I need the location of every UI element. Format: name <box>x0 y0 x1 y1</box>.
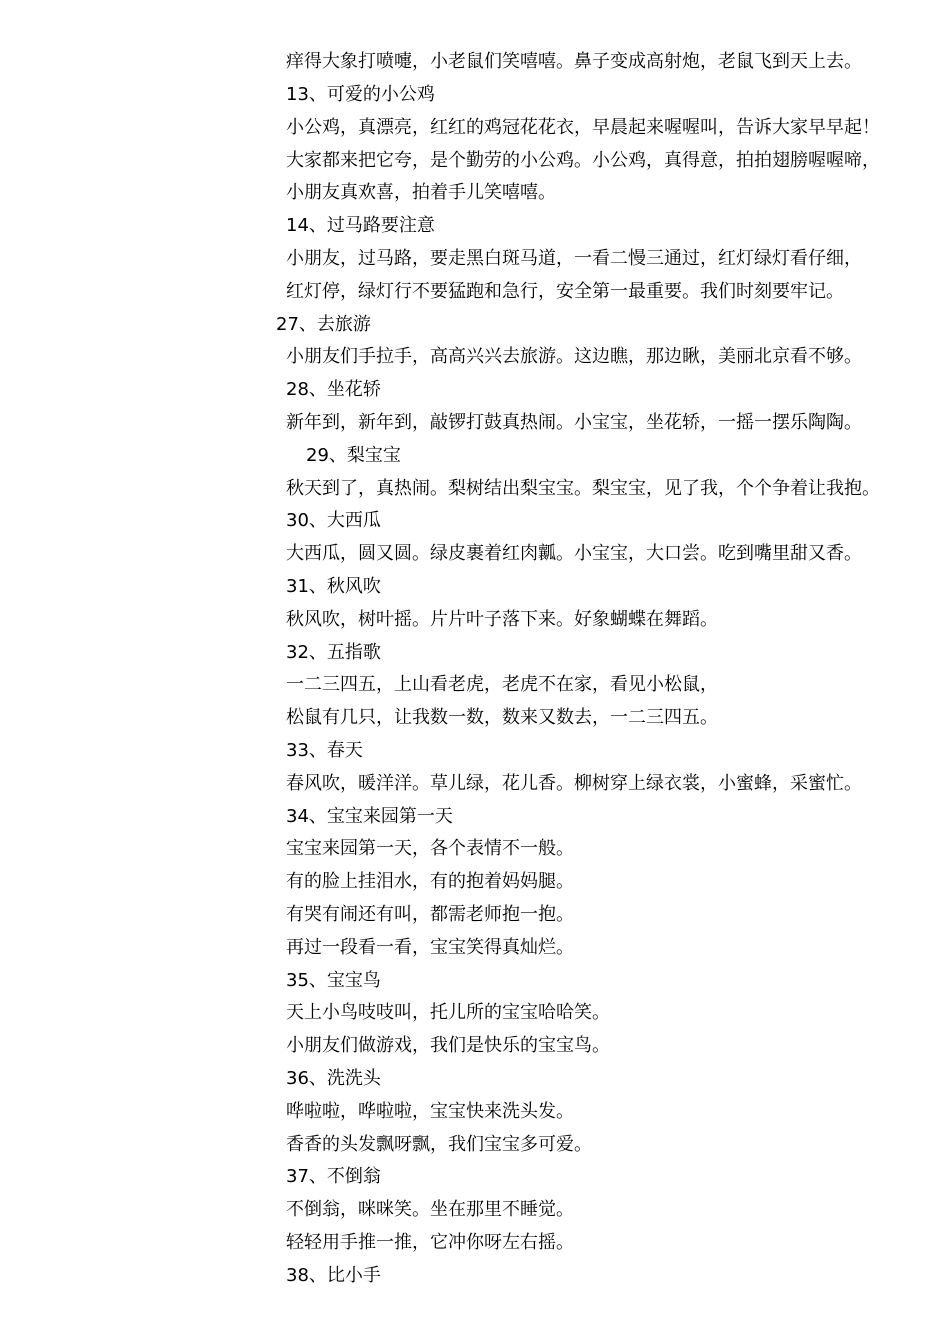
section-heading: 13、可爱的小公鸡 <box>286 84 435 105</box>
body-line: 天上小鸟吱吱叫，托儿所的宝宝哈哈笑。 <box>286 1002 610 1023</box>
body-line: 不倒翁，咪咪笑。坐在那里不睡觉。 <box>286 1199 574 1220</box>
body-line: 大西瓜，圆又圆。绿皮裹着红肉瓤。小宝宝，大口尝。吃到嘴里甜又香。 <box>286 543 862 564</box>
body-line: 大家都来把它夸，是个勤劳的小公鸡。小公鸡，真得意，拍拍翅膀喔喔啼， <box>286 150 880 171</box>
body-line: 小朋友们做游戏，我们是快乐的宝宝鸟。 <box>286 1035 610 1056</box>
section-heading: 31、秋风吹 <box>286 576 381 597</box>
section-heading: 38、比小手 <box>286 1265 381 1286</box>
body-line: 小朋友们手拉手，高高兴兴去旅游。这边瞧，那边瞅，美丽北京看不够。 <box>286 346 862 367</box>
section-heading: 29、梨宝宝 <box>306 445 401 466</box>
section-heading: 32、五指歌 <box>286 642 381 663</box>
section-heading: 37、不倒翁 <box>286 1166 381 1187</box>
body-line: 小朋友真欢喜，拍着手儿笑嘻嘻。 <box>286 182 556 203</box>
body-line: 宝宝来园第一天，各个表情不一般。 <box>286 838 574 859</box>
section-heading: 28、坐花轿 <box>286 379 381 400</box>
body-line: 秋风吹，树叶摇。片片叶子落下来。好象蝴蝶在舞蹈。 <box>286 609 718 630</box>
section-heading: 35、宝宝鸟 <box>286 970 381 991</box>
body-line: 小公鸡，真漂亮，红红的鸡冠花花衣，早晨起来喔喔叫，告诉大家早早起！ <box>286 117 880 138</box>
section-heading: 30、大西瓜 <box>286 510 381 531</box>
body-line: 轻轻用手推一推，它冲你呀左右摇。 <box>286 1232 574 1253</box>
body-line: 小朋友，过马路，要走黑白斑马道，一看二慢三通过，红灯绿灯看仔细， <box>286 248 862 269</box>
body-line: 新年到，新年到，敲锣打鼓真热闹。小宝宝，坐花轿，一摇一摆乐陶陶。 <box>286 412 862 433</box>
section-heading: 33、春天 <box>286 740 363 761</box>
body-line: 再过一段看一看，宝宝笑得真灿烂。 <box>286 937 574 958</box>
body-line: 有的脸上挂泪水，有的抱着妈妈腿。 <box>286 871 574 892</box>
body-line: 红灯停，绿灯行不要猛跑和急行，安全第一最重要。我们时刻要牢记。 <box>286 281 844 302</box>
body-line: 香香的头发飘呀飘，我们宝宝多可爱。 <box>286 1134 592 1155</box>
body-line: 痒得大象打喷嚏，小老鼠们笑嘻嘻。鼻子变成高射炮，老鼠飞到天上去。 <box>286 51 862 72</box>
body-line: 哗啦啦，哗啦啦，宝宝快来洗头发。 <box>286 1101 574 1122</box>
body-line: 春风吹，暖洋洋。草儿绿，花儿香。柳树穿上绿衣裳，小蜜蜂，采蜜忙。 <box>286 773 862 794</box>
body-line: 松鼠有几只，让我数一数，数来又数去，一二三四五。 <box>286 707 718 728</box>
section-heading: 27、去旅游 <box>276 314 371 335</box>
section-heading: 14、过马路要注意 <box>286 215 435 236</box>
section-heading: 36、洗洗头 <box>286 1068 381 1089</box>
body-line: 秋天到了，真热闹。梨树结出梨宝宝。梨宝宝，见了我，个个争着让我抱。 <box>286 478 880 499</box>
body-line: 有哭有闹还有叫，都需老师抱一抱。 <box>286 904 574 925</box>
section-heading: 34、宝宝来园第一天 <box>286 806 453 827</box>
body-line: 一二三四五，上山看老虎，老虎不在家，看见小松鼠， <box>286 674 718 695</box>
